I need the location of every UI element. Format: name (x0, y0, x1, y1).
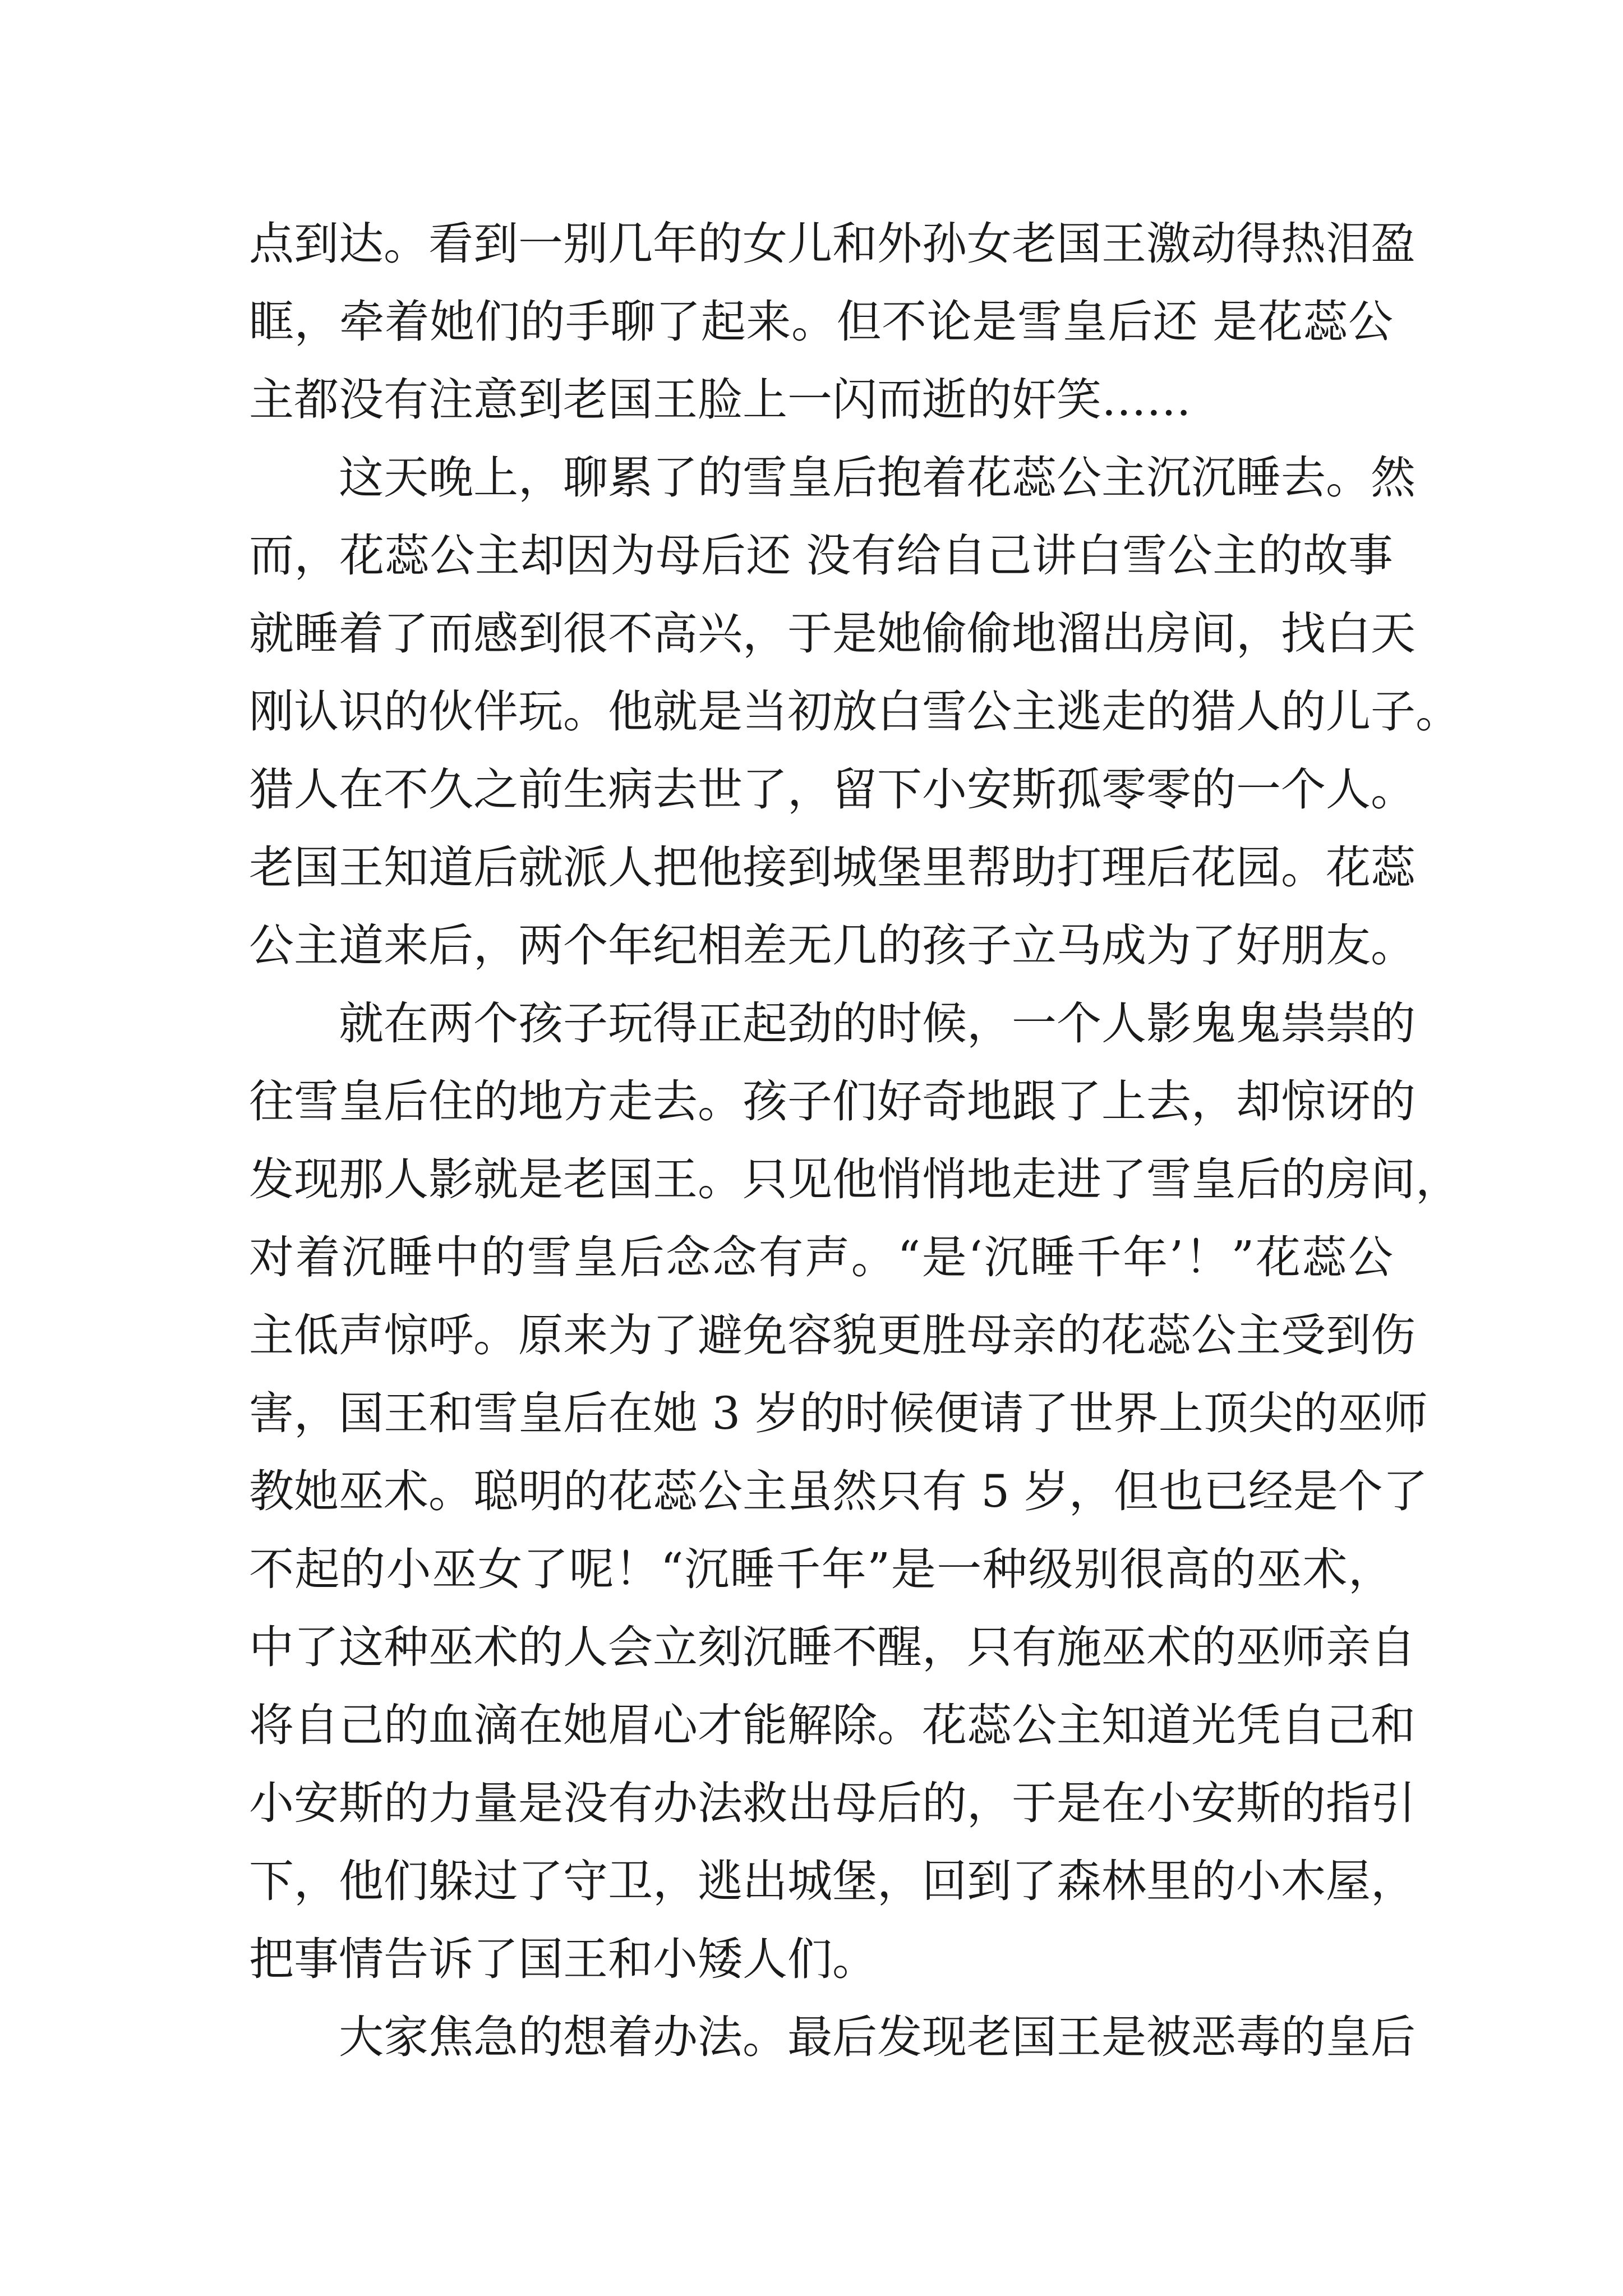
text-line: 教她巫术。聪明的花蕊公主虽然只有 5 岁，但也已经是个了 (249, 1465, 1428, 1517)
text-line: 下，他们躲过了守卫，逃出城堡，回到了森林里的小木屋， (249, 1855, 1415, 1907)
text-line: 把事情告诉了国王和小矮人们。 (249, 1933, 877, 1985)
text-line: 主低声惊呼。原来为了避免容貌更胜母亲的花蕊公主受到伤 (249, 1309, 1415, 1361)
text-line: 就在两个孩子玩得正起劲的时候，一个人影鬼鬼祟祟的 (339, 997, 1415, 1050)
text-line: 点到达。看到一别几年的女儿和外孙女老国王激动得热泪盈 (249, 218, 1415, 270)
text-line: 大家焦急的想着办法。最后发现老国王是被恶毒的皇后 (339, 2011, 1415, 2063)
story-text (249, 205, 1460, 2076)
text-line: 小安斯的力量是没有办法救出母后的，于是在小安斯的指引 (249, 1777, 1415, 1829)
text-line: 中了这种巫术的人会立刻沉睡不醒，只有施巫术的巫师亲自 (249, 1621, 1415, 1673)
text-line: 猎人在不久之前生病去世了，留下小安斯孤零零的一个人。 (249, 763, 1415, 816)
text-line: 老国王知道后就派人把他接到城堡里帮助打理后花园。花蕊 (249, 841, 1415, 894)
text-line: 眶，牵着她们的手聊了起来。但不论是雪皇后还 是花蕊公 (249, 296, 1393, 348)
text-line: 将自己的血滴在她眉心才能解除。花蕊公主知道光凭自己和 (249, 1699, 1415, 1751)
text-line: 这天晚上，聊累了的雪皇后抱着花蕊公主沉沉睡去。然 (339, 452, 1415, 504)
text-line: 就睡着了而感到很不高兴，于是她偷偷地溜出房间，找白天 (249, 608, 1415, 660)
text-line: 往雪皇后住的地方走去。孩子们好奇地跟了上去，却惊讶的 (249, 1075, 1415, 1128)
text-line: 主都没有注意到老国王脸上一闪而逝的奸笑…… (249, 374, 1191, 426)
text-line: 而，花蕊公主却因为母后还 没有给自己讲白雪公主的故事 (249, 530, 1393, 582)
text-line: 不起的小巫女了呢！“沉睡千年”是一种级别很高的巫术， (249, 1543, 1393, 1595)
text-line: 害，国王和雪皇后在她 3 岁的时候便请了世界上顶尖的巫师 (249, 1387, 1428, 1439)
text-line: 对着沉睡中的雪皇后念念有声。“是‘沉睡千年’！”花蕊公 (249, 1231, 1393, 1283)
text-line: 发现那人影就是老国王。只见他悄悄地走进了雪皇后的房间， (249, 1153, 1460, 1205)
text-line: 公主道来后，两个年纪相差无几的孩子立马成为了好朋友。 (249, 919, 1415, 972)
text-line: 刚认识的伙伴玩。他就是当初放白雪公主逃走的猎人的儿子。 (249, 685, 1460, 738)
